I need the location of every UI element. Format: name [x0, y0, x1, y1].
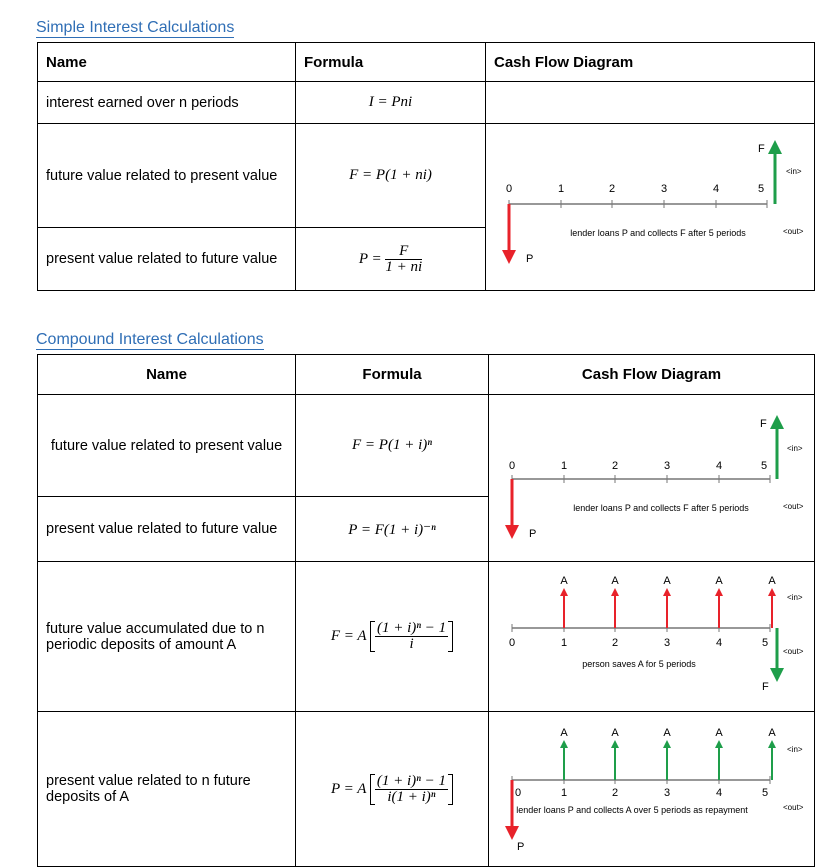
- label-A: A: [560, 575, 568, 587]
- tick-label: 1: [560, 637, 568, 649]
- label-A: A: [768, 727, 776, 739]
- label-A: A: [611, 727, 619, 739]
- tick-label: 5: [761, 637, 769, 649]
- simple-interest-heading: Simple Interest Calculations: [36, 19, 235, 36]
- row-diagram-empty: [486, 82, 815, 124]
- tick-label: 5: [757, 183, 765, 195]
- label-P: P: [526, 253, 534, 265]
- tick-label: 3: [663, 787, 671, 799]
- row-formula: F = P(1 + i)ⁿ: [296, 395, 489, 497]
- tick-label: 3: [663, 460, 671, 472]
- label-A: A: [663, 575, 671, 587]
- row-name: present value related to future value: [38, 497, 296, 562]
- down-arrow-icon: [502, 250, 516, 264]
- tick-label: 1: [560, 460, 568, 472]
- out-label: <out>: [783, 502, 804, 511]
- cash-flow-diagram-cell: [486, 124, 815, 291]
- tick-label: 4: [715, 460, 723, 472]
- repayment-arrows: [560, 740, 776, 780]
- table-row: [38, 712, 815, 867]
- header-diagram: Cash Flow Diagram: [486, 43, 815, 82]
- down-arrow-icon: [770, 668, 784, 682]
- tick-label: 0: [514, 787, 522, 799]
- label-A: A: [715, 727, 723, 739]
- row-formula: P = A $\frac{\text{(1 + i)ⁿ − 1}}{\text{i(1 + i)ⁿ}}$: [296, 712, 489, 867]
- compound-interest-table: [37, 354, 815, 867]
- tick-label: 3: [660, 183, 668, 195]
- label-A: A: [663, 727, 671, 739]
- in-label: <in>: [787, 593, 803, 602]
- tick-label: 5: [761, 787, 769, 799]
- tick-label: 2: [611, 637, 619, 649]
- label-A: A: [715, 575, 723, 587]
- tick-label: 3: [663, 637, 671, 649]
- table-header-row: [38, 43, 815, 82]
- tick-label: 0: [505, 183, 513, 195]
- cash-flow-diagram: [486, 124, 815, 286]
- tick-label: 1: [560, 787, 568, 799]
- in-label: <in>: [786, 167, 802, 176]
- cash-flow-diagram: [489, 395, 815, 557]
- in-label: <in>: [787, 745, 803, 754]
- table-header-row: [38, 355, 815, 395]
- label-P: P: [529, 528, 537, 540]
- tick-label: 4: [715, 637, 723, 649]
- label-A: A: [611, 575, 619, 587]
- row-name: future value related to present value: [38, 395, 296, 497]
- header-formula: Formula: [296, 43, 486, 82]
- tick-label: 2: [611, 460, 619, 472]
- row-name: future value related to present value: [38, 124, 296, 228]
- up-arrow-icon: [770, 415, 784, 429]
- table-row: [38, 82, 815, 124]
- row-formula: F = P(1 + ni): [296, 124, 486, 228]
- tick-label: 2: [611, 787, 619, 799]
- table-row: [38, 124, 815, 228]
- out-label: <out>: [783, 227, 804, 236]
- cash-flow-diagram: [489, 712, 815, 862]
- label-P: P: [517, 841, 525, 853]
- in-label: <in>: [787, 444, 803, 453]
- row-name: interest earned over n periods: [38, 82, 296, 124]
- tick-label: 0: [508, 637, 516, 649]
- header-formula: Formula: [296, 355, 489, 395]
- cash-flow-diagram-cell: [489, 562, 815, 712]
- diagram-caption: person saves A for 5 periods: [582, 659, 696, 669]
- cash-flow-diagram-cell: [489, 712, 815, 867]
- deposit-arrows: [560, 588, 776, 628]
- row-formula: F = A $\frac{\text{(1 + i)ⁿ − 1}}{i}$: [296, 562, 489, 712]
- label-F: F: [762, 681, 769, 693]
- table-row: [38, 562, 815, 712]
- row-name: present value related to n future deposits of A: [38, 712, 296, 867]
- diagram-caption: lender loans P and collects A over 5 periods as repayment: [516, 805, 748, 815]
- header-name: Name: [38, 43, 296, 82]
- out-label: <out>: [783, 803, 804, 812]
- simple-interest-table: [37, 42, 815, 291]
- tick-label: 0: [508, 460, 516, 472]
- table-row: [38, 395, 815, 497]
- cash-flow-diagram-cell: [489, 395, 815, 562]
- row-formula: I = Pni: [296, 82, 486, 124]
- tick-label: 2: [608, 183, 616, 195]
- out-label: <out>: [783, 647, 804, 656]
- header-name: Name: [38, 355, 296, 395]
- label-F: F: [758, 143, 765, 155]
- label-A: A: [768, 575, 776, 587]
- diagram-caption: lender loans P and collects F after 5 periods: [573, 503, 749, 513]
- row-name: future value accumulated due to n periodic deposits of amount A: [38, 562, 296, 712]
- diagram-caption: lender loans P and collects F after 5 periods: [570, 228, 746, 238]
- row-formula: P = F(1 + i)⁻ⁿ: [296, 497, 489, 562]
- tick-label: 4: [715, 787, 723, 799]
- down-arrow-icon: [505, 826, 519, 840]
- down-arrow-icon: [505, 525, 519, 539]
- label-F: F: [760, 418, 767, 430]
- row-formula: P = $\frac{F}{1 + ni}$: [296, 228, 486, 291]
- tick-label: 1: [557, 183, 565, 195]
- tick-label: 5: [760, 460, 768, 472]
- cash-flow-diagram: [489, 562, 815, 707]
- row-name: present value related to future value: [38, 228, 296, 291]
- compound-interest-heading: Compound Interest Calculations: [36, 331, 264, 348]
- tick-label: 4: [712, 183, 720, 195]
- up-arrow-icon: [768, 140, 782, 154]
- header-diagram: Cash Flow Diagram: [489, 355, 815, 395]
- label-A: A: [560, 727, 568, 739]
